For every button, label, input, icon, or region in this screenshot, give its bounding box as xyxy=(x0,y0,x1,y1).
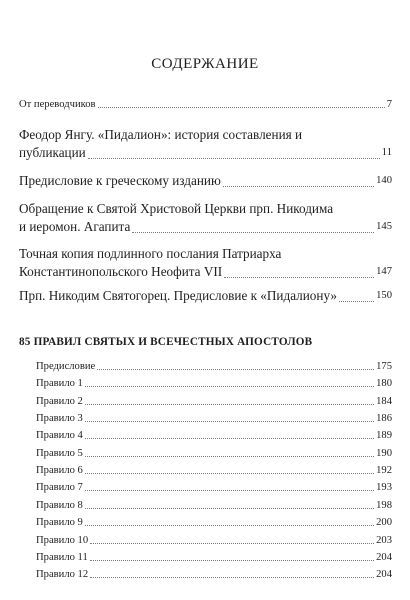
rule-page: 190 xyxy=(376,447,392,459)
rule-label: Правило 5 xyxy=(36,447,83,459)
rule-label: Правило 9 xyxy=(36,517,83,529)
rule-page: 204 xyxy=(376,569,392,581)
leader-dots xyxy=(339,301,374,302)
leader-dots xyxy=(98,107,385,108)
entry-text-line: публикации xyxy=(19,145,86,160)
entry-text-line: Феодор Янгу. «Пидалион»: история составления и xyxy=(19,127,303,142)
rule-label: Предисловие xyxy=(36,361,96,372)
rule-entry xyxy=(36,464,392,477)
rule-page: 186 xyxy=(376,413,392,425)
toc-entry xyxy=(19,245,392,281)
entry-page: 150 xyxy=(376,290,392,301)
section-heading: 85 ПРАВИЛ СВЯТЫХ И ВСЕЧЕСТНЫХ АПОСТОЛОВ xyxy=(19,336,313,348)
toc-entry xyxy=(19,126,392,162)
toc-entry xyxy=(19,200,392,236)
rule-entry xyxy=(36,360,392,373)
entry-text-line: и иеромон. Агапита xyxy=(19,219,131,234)
rule-page: 184 xyxy=(376,395,392,407)
rule-entry xyxy=(36,568,392,581)
leader-dots xyxy=(97,369,374,370)
leader-dots xyxy=(85,473,374,474)
rule-label: Правило 8 xyxy=(36,499,83,511)
rule-page: 192 xyxy=(376,465,392,477)
rule-page: 193 xyxy=(376,482,392,494)
leader-dots xyxy=(85,404,374,405)
leader-dots xyxy=(132,232,374,233)
rule-page: 200 xyxy=(376,517,392,529)
leader-dots xyxy=(85,525,374,526)
leader-dots xyxy=(85,456,374,457)
rule-page: 189 xyxy=(376,430,392,442)
rule-page: 175 xyxy=(376,361,392,372)
leader-dots xyxy=(90,577,374,578)
rule-label: Правило 11 xyxy=(36,551,88,563)
leader-dots xyxy=(90,543,374,544)
leader-dots xyxy=(88,158,380,159)
rule-label: Правило 3 xyxy=(36,413,83,425)
rule-entry xyxy=(36,377,392,390)
toc-entry xyxy=(19,287,392,305)
rule-entry xyxy=(36,395,392,408)
toc-entry xyxy=(19,98,392,111)
entry-page: 147 xyxy=(376,266,392,277)
leader-dots xyxy=(223,186,374,187)
entry-text: Предисловие к греческому изданию xyxy=(19,173,221,188)
rule-entry xyxy=(36,516,392,529)
entry-text: Прп. Никодим Святогорец. Предисловие к «Пидалиону» xyxy=(19,288,337,303)
entry-text: От переводчиков xyxy=(19,99,96,110)
rule-label: Правило 4 xyxy=(36,430,83,442)
leader-dots xyxy=(85,490,374,491)
rule-entry xyxy=(36,499,392,512)
entry-text-line: Константинопольского Неофита VII xyxy=(19,264,223,279)
rule-label: Правило 10 xyxy=(36,534,89,546)
entry-page: 145 xyxy=(376,221,392,232)
rule-page: 198 xyxy=(376,499,392,511)
rule-label: Правило 7 xyxy=(36,482,83,494)
leader-dots xyxy=(85,421,374,422)
rule-entry xyxy=(36,447,392,460)
rule-page: 203 xyxy=(376,534,392,546)
entry-text-line: Точная копия подлинного послания Патриарха xyxy=(19,246,282,261)
rule-label: Правило 12 xyxy=(36,569,89,581)
leader-dots xyxy=(90,560,374,561)
entry-page: 11 xyxy=(381,147,392,158)
rule-label: Правило 6 xyxy=(36,465,83,477)
leader-dots xyxy=(85,438,374,439)
rule-entry xyxy=(36,551,392,564)
rule-entry xyxy=(36,412,392,425)
leader-dots xyxy=(85,386,374,387)
page-title: СОДЕРЖАНИЕ xyxy=(151,56,259,72)
rule-entry xyxy=(36,481,392,494)
rule-page: 180 xyxy=(376,378,392,390)
entry-text-line: Обращение к Святой Христовой Церкви прп. Никодима xyxy=(19,201,334,216)
rule-label: Правило 2 xyxy=(36,395,83,407)
entry-page: 140 xyxy=(376,175,392,186)
leader-dots xyxy=(224,277,374,278)
rule-entry xyxy=(36,429,392,442)
rule-label: Правило 1 xyxy=(36,378,83,390)
rule-page: 204 xyxy=(376,551,392,563)
rule-entry xyxy=(36,534,392,547)
leader-dots xyxy=(85,508,374,509)
toc-entry xyxy=(19,172,392,190)
entry-page: 7 xyxy=(386,99,392,110)
